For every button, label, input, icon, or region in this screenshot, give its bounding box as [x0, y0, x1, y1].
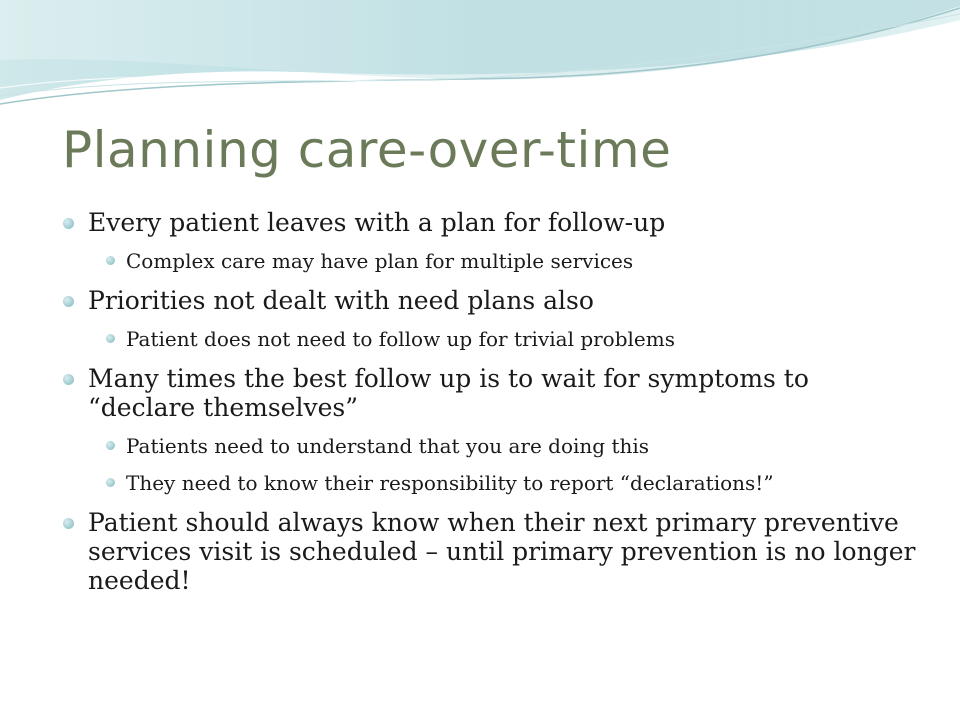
- bullet-item: Priorities not dealt with need plans also: [62, 286, 922, 315]
- sub-bullet-item: Complex care may have plan for multiple services: [62, 248, 922, 274]
- bullet-item: Every patient leaves with a plan for follow-up: [62, 208, 922, 237]
- sub-bullet-item: They need to know their responsibility to report “declarations!”: [62, 470, 922, 496]
- sub-bullet-item: Patients need to understand that you are doing this: [62, 433, 922, 459]
- slide-title: Planning care-over-time: [62, 121, 672, 179]
- sub-bullet-item: Patient does not need to follow up for trivial problems: [62, 326, 922, 352]
- bullet-item: Patient should always know when their next primary preventive services visit is scheduled – until primary prevention is no longer needed!: [62, 508, 922, 595]
- decorative-header-waves: [0, 0, 960, 130]
- bullet-list: [62, 208, 922, 595]
- bullet-item: Many times the best follow up is to wait for symptoms to “declare themselves”: [62, 364, 922, 422]
